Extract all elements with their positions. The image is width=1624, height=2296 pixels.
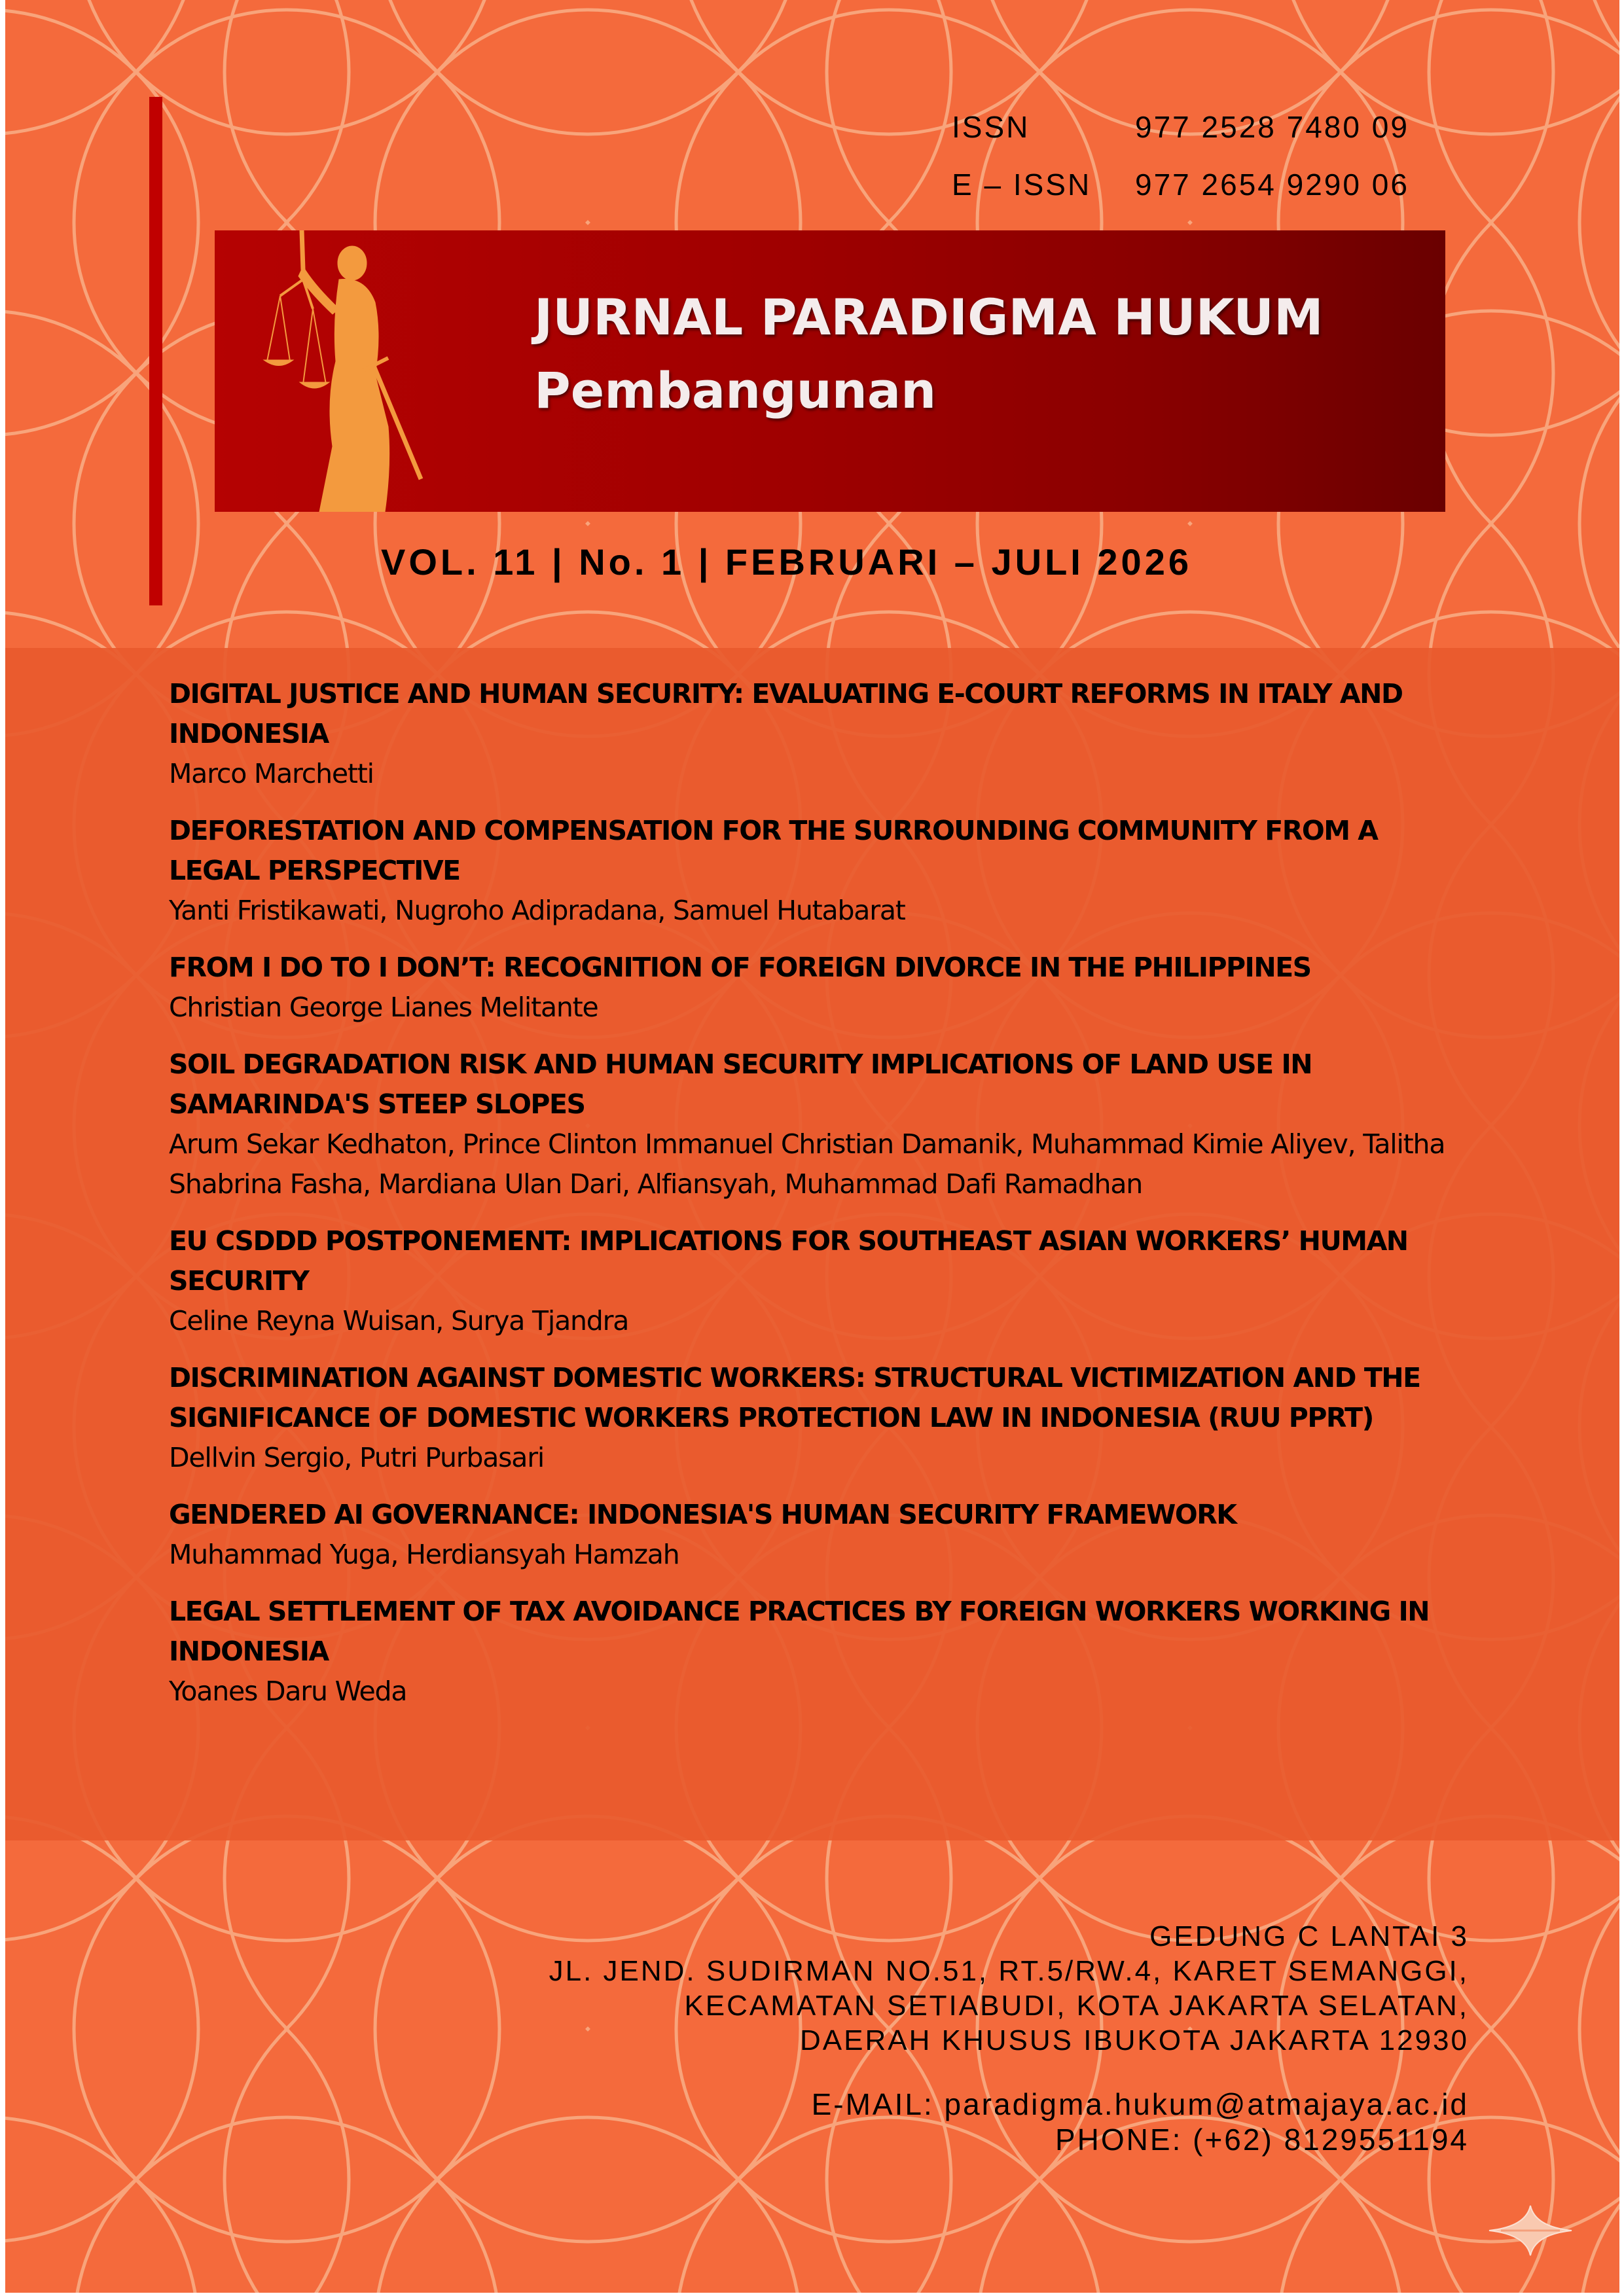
- phone-text: PHONE: (+62) 8129551194: [1055, 2123, 1469, 2157]
- address-line: JL. JEND. SUDIRMAN NO.51, RT.5/RW.4, KARET SEMANGGI,: [549, 1955, 1469, 1987]
- journal-title: JURNAL PARADIGMA HUKUM: [534, 288, 1324, 346]
- article-item: [169, 674, 1465, 794]
- article-item: [169, 1495, 1465, 1575]
- article-title: DIGITAL JUSTICE AND HUMAN SECURITY: EVALUATING E-COURT REFORMS IN ITALY AND INDONESIA: [169, 678, 1403, 749]
- article-item: [169, 948, 1465, 1028]
- eissn-row: [952, 156, 1409, 213]
- issn-value: 977 2528 7480 09: [1135, 110, 1409, 144]
- article-list: [169, 674, 1465, 1729]
- article-title: GENDERED AI GOVERNANCE: INDONESIA'S HUMAN SECURITY FRAMEWORK: [169, 1499, 1236, 1530]
- journal-cover: [5, 0, 1619, 2293]
- article-title: FROM I DO TO I DON’T: RECOGNITION OF FOREIGN DIVORCE IN THE PHILIPPINES: [169, 952, 1311, 983]
- red-accent-bar: [149, 97, 162, 605]
- journal-banner: [215, 230, 1445, 512]
- eissn-label: E – ISSN: [952, 168, 1092, 202]
- address-line: DAERAH KHUSUS IBUKOTA JAKARTA 12930: [800, 2024, 1469, 2056]
- issn-row: [952, 98, 1409, 156]
- address-line: KECAMATAN SETIABUDI, KOTA JAKARTA SELATAN,: [684, 1990, 1469, 2022]
- article-authors: Christian George Lianes Melitante: [169, 992, 598, 1023]
- sparkle-icon: [1488, 2204, 1573, 2257]
- email-text[interactable]: E-MAIL: paradigma.hukum@atmajaya.ac.id: [811, 2087, 1469, 2121]
- article-title: DEFORESTATION AND COMPENSATION FOR THE SURROUNDING COMMUNITY FROM A LEGAL PERSPECTIVE: [169, 815, 1378, 886]
- article-item: [169, 811, 1465, 931]
- article-item: [169, 1592, 1465, 1712]
- lady-justice-icon: [241, 230, 437, 512]
- eissn-value: 977 2654 9290 06: [1135, 168, 1409, 202]
- article-authors: Yanti Fristikawati, Nugroho Adipradana, Samuel Hutabarat: [169, 895, 905, 926]
- article-item: [169, 1221, 1465, 1341]
- article-authors: Dellvin Sergio, Putri Purbasari: [169, 1442, 545, 1473]
- article-title: SOIL DEGRADATION RISK AND HUMAN SECURITY IMPLICATIONS OF LAND USE IN SAMARINDA'S STEEP SLOPES: [169, 1049, 1312, 1120]
- article-title: DISCRIMINATION AGAINST DOMESTIC WORKERS: STRUCTURAL VICTIMIZATION AND THE SIGNIFICANCE OF DOMESTIC WORKERS PROTECTION LAW IN INDONESIA (RUU PPRT): [169, 1362, 1420, 1433]
- article-authors: Yoanes Daru Weda: [169, 1676, 407, 1707]
- article-authors: Arum Sekar Kedhaton, Prince Clinton Immanuel Christian Damanik, Muhammad Kimie Aliyev, Talitha Shabrina Fasha, Mardiana Ulan Dari, Alfiansyah, Muhammad Dafi Ramadhan: [169, 1128, 1445, 1200]
- issn-block: [952, 98, 1409, 213]
- article-title: EU CSDDD POSTPONEMENT: IMPLICATIONS FOR SOUTHEAST ASIAN WORKERS’ HUMAN SECURITY: [169, 1225, 1408, 1297]
- address-line: GEDUNG C LANTAI 3: [1149, 1920, 1469, 1952]
- article-item: [169, 1358, 1465, 1478]
- postal-address: [549, 1919, 1469, 2058]
- issue-info: VOL. 11 | No. 1 | FEBRUARI – JULI 2026: [381, 541, 1192, 583]
- issn-label: ISSN: [952, 110, 1030, 144]
- article-item: [169, 1045, 1465, 1204]
- article-title: LEGAL SETTLEMENT OF TAX AVOIDANCE PRACTICES BY FOREIGN WORKERS WORKING IN INDONESIA: [169, 1596, 1430, 1667]
- contact-info: [812, 2087, 1469, 2157]
- article-authors: Marco Marchetti: [169, 758, 374, 789]
- article-authors: Celine Reyna Wuisan, Surya Tjandra: [169, 1305, 629, 1336]
- journal-subtitle: Pembangunan: [534, 361, 937, 420]
- article-authors: Muhammad Yuga, Herdiansyah Hamzah: [169, 1539, 679, 1570]
